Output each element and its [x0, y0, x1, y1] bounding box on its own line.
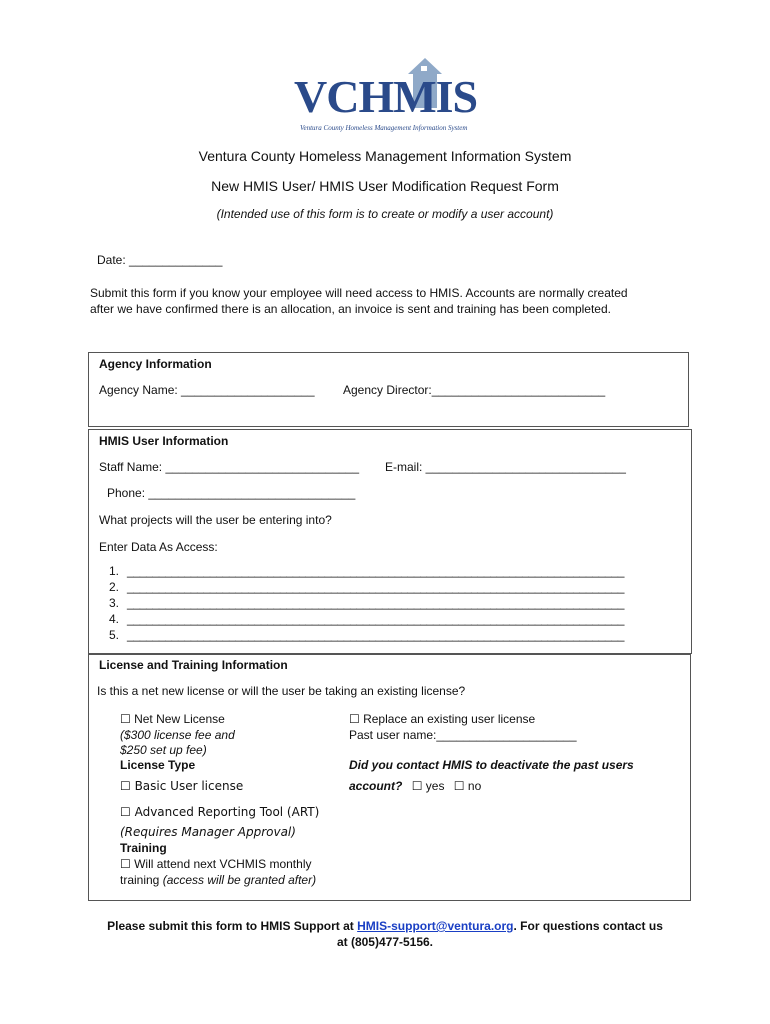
- yes-checkbox[interactable]: ☐ yes: [411, 779, 445, 793]
- agency-name-field[interactable]: Agency Name: ____________________: [99, 383, 315, 397]
- license-type-heading: License Type: [120, 758, 196, 772]
- access-label: Enter Data As Access:: [99, 540, 218, 554]
- agency-heading: Agency Information: [99, 357, 212, 371]
- net-new-license-checkbox[interactable]: ☐ Net New License: [120, 712, 225, 726]
- agency-director-field[interactable]: Agency Director:__________________________: [343, 383, 606, 397]
- intro-line-2: after we have confirmed there is an allocation, an invoice is sent and training has been completed.: [90, 302, 611, 316]
- staff-name-field[interactable]: Staff Name: _____________________________: [99, 460, 360, 474]
- form-org-title: Ventura County Homeless Management Information System: [198, 148, 572, 164]
- logo: [292, 52, 478, 136]
- logo-subtitle: Ventura County Homeless Management Information System: [300, 124, 468, 132]
- email-field[interactable]: E-mail: ______________________________: [385, 460, 626, 474]
- form-title: New HMIS User/ HMIS User Modification Request Form: [211, 178, 559, 194]
- training-note-text: training: [120, 873, 163, 887]
- deactivate-question: Did you contact HMIS to deactivate the past users: [349, 758, 634, 772]
- user-heading: HMIS User Information: [99, 434, 229, 448]
- license-question: Is this a net new license or will the user be taking an existing license?: [97, 684, 466, 698]
- fee-note-1: ($300 license fee and: [120, 728, 235, 742]
- training-checkbox[interactable]: ☐ Will attend next VCHMIS monthly: [120, 857, 312, 871]
- list-item[interactable]: 3. ______________________________________________________________________________: [108, 596, 625, 610]
- form-purpose-note: (Intended use of this form is to create or modify a user account): [216, 207, 554, 221]
- deactivate-answer-row: [349, 779, 481, 793]
- training-heading: Training: [120, 841, 167, 855]
- deactivate-question-end: account?: [349, 779, 403, 793]
- agency-section: [88, 352, 689, 427]
- license-section: [88, 654, 691, 901]
- user-section: [88, 429, 692, 654]
- list-item[interactable]: 5. ______________________________________________________________________________: [108, 628, 625, 642]
- footer-text-end: . For questions contact us: [513, 919, 663, 933]
- projects-question: What projects will the user be entering into?: [99, 513, 332, 527]
- footer-phone: at (805)477-5156.: [336, 935, 434, 949]
- list-item[interactable]: 1. ______________________________________________________________________________: [108, 564, 625, 578]
- license-heading: License and Training Information: [99, 658, 288, 672]
- date-field[interactable]: Date: ______________: [97, 253, 223, 267]
- training-note-italic: (access will be granted after): [162, 873, 317, 887]
- footer-text: Please submit this form to HMIS Support at: [107, 919, 358, 933]
- replace-license-checkbox[interactable]: ☐ Replace an existing user license: [349, 712, 536, 726]
- training-note: [120, 873, 316, 887]
- intro-line-1: Submit this form if you know your employee will need access to HMIS. Accounts are normally created: [90, 286, 628, 300]
- logo-text: VCHMIS: [294, 71, 478, 122]
- footer-line-1: [0, 919, 770, 933]
- past-user-field[interactable]: Past user name:_____________________: [349, 728, 577, 742]
- basic-license-checkbox[interactable]: ☐ Basic User license: [120, 779, 244, 793]
- art-checkbox[interactable]: ☐ Advanced Reporting Tool (ART): [120, 805, 320, 819]
- fee-note-2: $250 set up fee): [120, 743, 207, 757]
- support-email-link[interactable]: HMIS-support@ventura.org: [357, 919, 514, 933]
- list-item[interactable]: 2. ______________________________________________________________________________: [108, 580, 625, 594]
- project-list: [91, 564, 691, 644]
- no-checkbox[interactable]: ☐ no: [453, 779, 482, 793]
- art-note: (Requires Manager Approval): [120, 825, 296, 839]
- list-item[interactable]: 4. ______________________________________________________________________________: [108, 612, 625, 626]
- phone-field[interactable]: Phone: _______________________________: [107, 486, 356, 500]
